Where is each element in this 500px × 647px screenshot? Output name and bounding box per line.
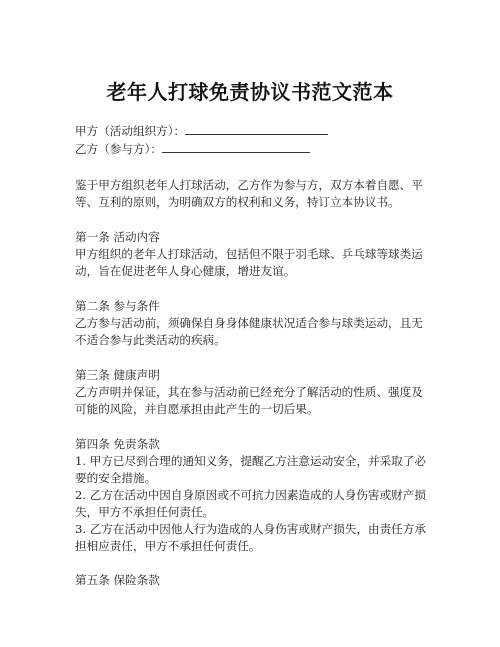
section-heading: 第二条 参与条件 <box>75 299 160 313</box>
party-a-line <box>75 123 328 139</box>
section-line: 乙方声明并保证，其在参与活动前已经充分了解活动的性质、强度及 <box>75 385 423 399</box>
clause-line: 担相应责任，甲方不承担任何责任。 <box>75 539 261 553</box>
section-heading: 第四条 免责条款 <box>75 437 160 451</box>
clause-line: 要的安全措施。 <box>75 471 157 485</box>
section-heading: 第五条 保险条款 <box>75 573 160 587</box>
party-b-blank <box>162 141 310 153</box>
section-heading: 第三条 健康声明 <box>75 368 160 382</box>
clause-line: 1. 甲方已尽到合理的通知义务，提醒乙方注意运动安全，并采取了必 <box>75 454 426 468</box>
preamble-line: 等、互利的原则，为明确双方的权利和义务，特订立本协议书。 <box>75 195 400 209</box>
preamble-line: 鉴于甲方组织老年人打球活动，乙方作为参与方，双方本着自愿、平 <box>75 178 423 192</box>
clause-line: 失，甲方不承担任何责任。 <box>75 505 215 519</box>
party-b-line <box>75 141 310 157</box>
section-line: 甲方组织的老年人打球活动，包括但不限于羽毛球、乒乓球等球类运 <box>75 247 423 261</box>
section-line: 乙方参与活动前，须确保自身身体健康状况适合参与球类运动，且无 <box>75 316 423 330</box>
party-a-label: 甲方（活动组织方）： <box>75 124 186 138</box>
section-heading: 第一条 活动内容 <box>75 230 160 244</box>
section-line: 不适合参与此类活动的疾病。 <box>75 333 226 347</box>
document-title: 老年人打球免责协议书范文范本 <box>106 80 394 104</box>
clause-line: 3. 乙方在活动中因他人行为造成的人身伤害或财产损失，由责任方承 <box>75 522 426 536</box>
section-line: 动，旨在促进老年人身心健康，增进友谊。 <box>75 264 296 278</box>
party-a-blank <box>185 123 328 135</box>
party-b-label: 乙方（参与方）： <box>75 142 162 156</box>
section-line: 可能的风险，并自愿承担由此产生的一切后果。 <box>75 402 319 416</box>
clause-line: 2. 乙方在活动中因自身原因或不可抗力因素造成的人身伤害或财产损 <box>75 488 426 502</box>
